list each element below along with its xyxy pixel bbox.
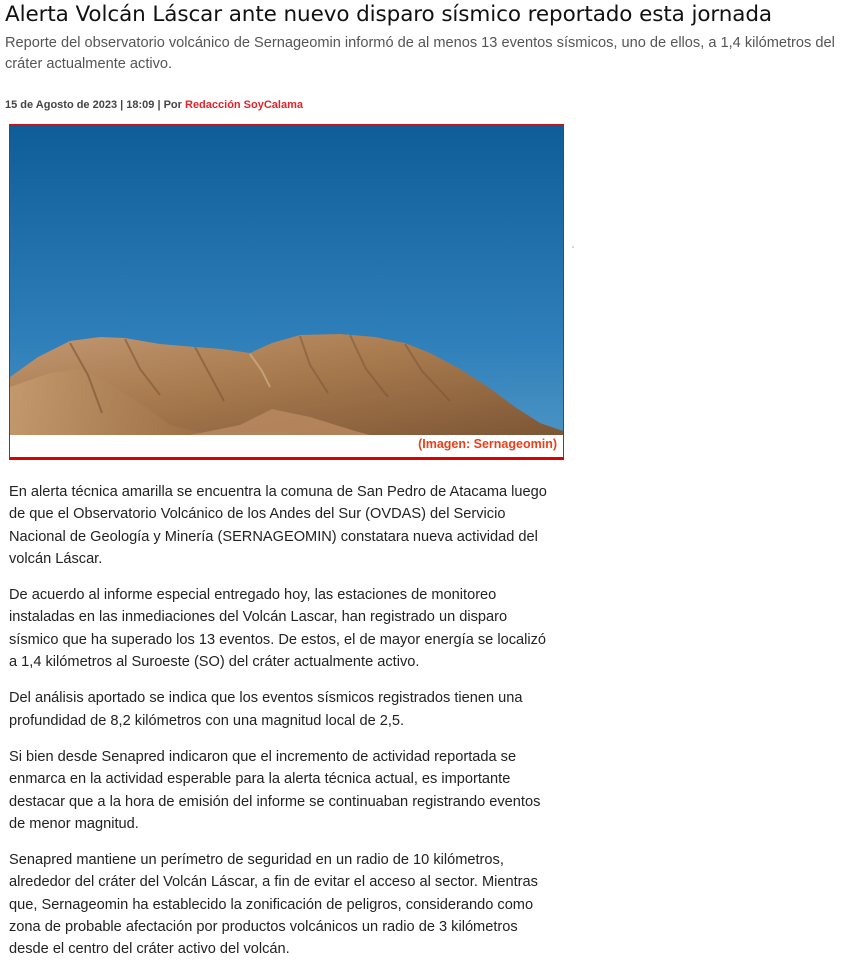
article-paragraph: De acuerdo al informe especial entregado hoy, las estaciones de monitoreo instaladas en las inmediaciones del Volcán Lascar, han registrado un disparo sísmico que ha superado los 13 eventos. De estos, el de mayor energía se localizó a 1,4 kilómetros al Suroeste (SO) del cráter actualmente activo. [9,587,547,671]
article-lead: Reporte del observatorio volcánico de Sernageomin informó de al menos 13 eventos sísmicos, uno de ellos, a 1,4 kilómetros del cráter actualmente activo. [5,35,835,72]
decorative-dot [572,246,574,248]
article-paragraph: Senapred mantiene un perímetro de seguridad en un radio de 10 kilómetros, alrededor del cráter del Volcán Láscar, a fin de evitar el acceso al sector. Mientras que, Sernageomin ha establecido la zonificación de peligros, considerando como zona de probable afectación por productos volcánicos un radio de 3 kilómetros desde el centro del cráter activo del volcán. [9,852,538,958]
article-paragraph: Si bien desde Senapred indicaron que el incremento de actividad reportada se enmarca en la actividad esperable para la alerta técnica actual, es importante destacar que a la hora de emisión del informe se continuaban registrando eventos de menor magnitud. [9,748,541,832]
article-title: Alerta Volcán Láscar ante nuevo disparo sísmico reportado esta jornada [5,2,772,27]
volcano-photo [10,125,563,457]
article-body [9,481,557,975]
article-byline [5,97,303,113]
article-paragraph: En alerta técnica amarilla se encuentra la comuna de San Pedro de Atacama luego de que el Observatorio Volcánico de los Andes del Sur (OVDAS) del Servicio Nacional de Geología y Minería (SERNAGEOMIN) constatara nueva actividad del volcán Láscar. [9,484,547,567]
author-link[interactable]: Redacción SoyCalama [185,99,303,111]
image-caption: (Imagen: Sernageomin) [418,437,557,451]
article-paragraph: Del análisis aportado se indica que los eventos sísmicos registrados tienen una profundidad de 8,2 kilómetros con una magnitud local de 2,5. [9,690,523,729]
article-date: 15 de Agosto de 2023 | 18:09 | Por [5,99,182,111]
article-image [9,124,564,460]
